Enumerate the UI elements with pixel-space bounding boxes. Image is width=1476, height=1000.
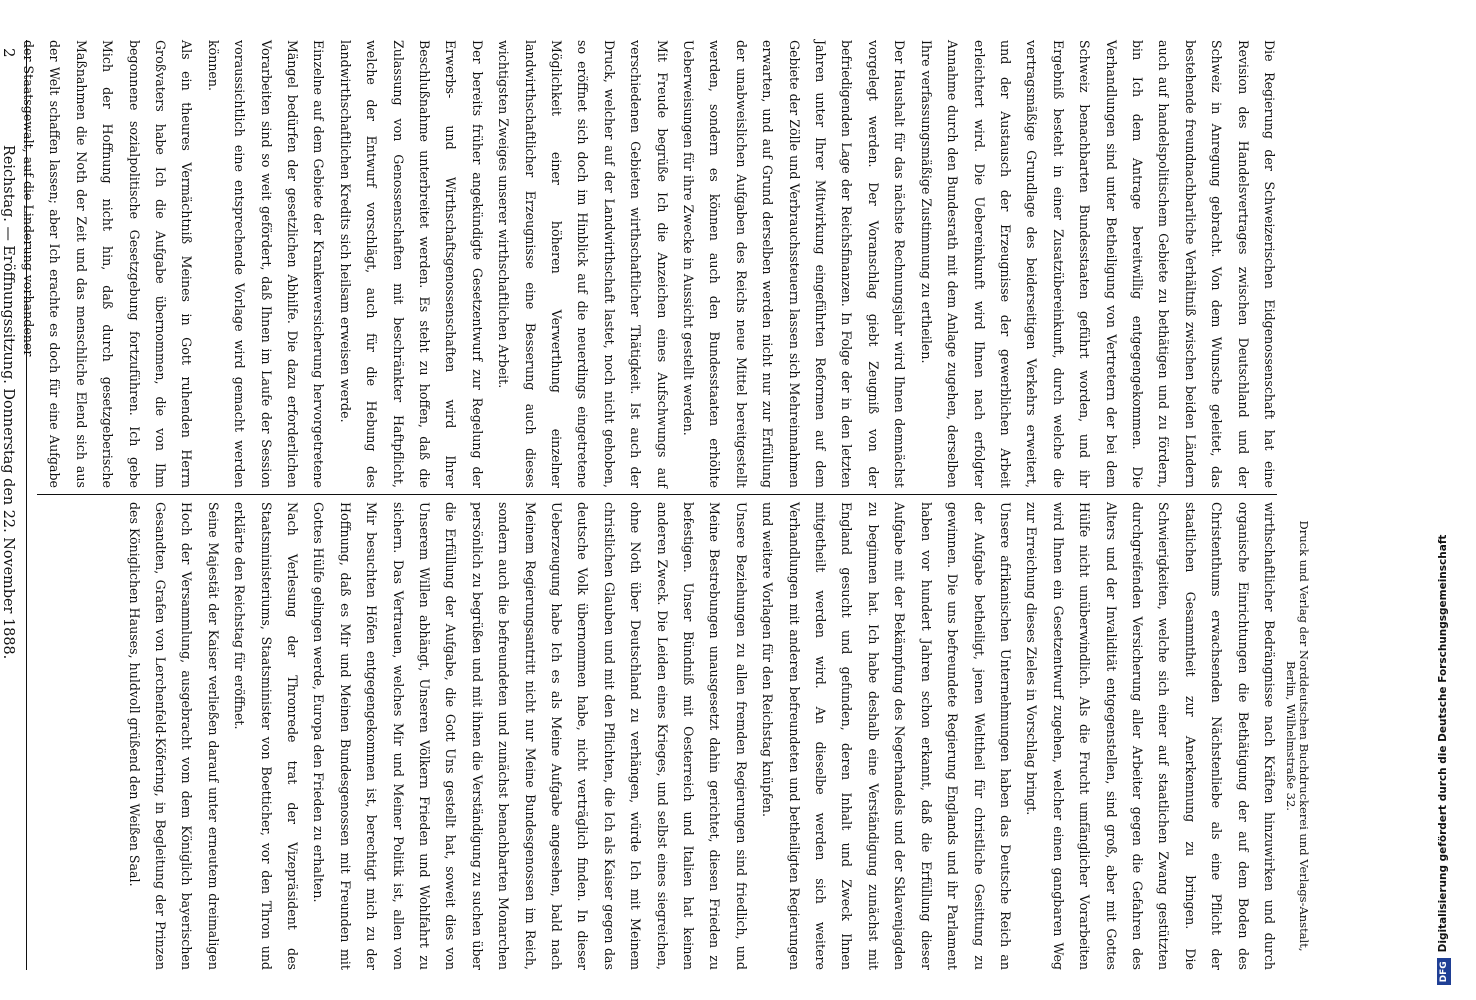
page-number: 2 [0, 48, 18, 58]
imprint [1284, 502, 1310, 970]
running-header: Reichstag. — Eröffnungssitzung. Donnerstag den 22. November 1888. [0, 145, 18, 660]
column-right: wirthschaftlicher Bedrängnisse nach Kräften hinzuwirken und durch organische Einrichtungen die Bethätigung der auf dem Boden des Christenthums erwachsenden Nächstenliebe als eine Pflicht der staatlichen Gesammtheit zur Anerkennung zu bringen. Die Schwierigkeiten, welche sich einer auf staatlichen Zwang gestützten durchgreifenden Versicherung aller Arbeiter gegen die Gefahren des Alters und der Invalidität entgegenstellen, sind groß, aber mit Gottes Hülfe nicht unüberwindlich. Als die Frucht umfänglicher Vorarbeiten wird Ihnen ein Gesetzentwurf zugehen, welcher einen gangbaren Weg zur Erreichung dieses Zieles in Vorschlag bringt. Unsere afrikanischen Unternehmungen haben das Deutsche Reich an der Aufgabe betheiligt, jenen Welttheil für christliche Gesittung zu gewinnen. Die uns befreundete Regierung Englands und ihr Parlament haben vor hundert Jahren schon erkannt, daß die Erfüllung dieser Aufgabe mit der Bekämpfung des Negerhandels und der Sklavenjagden zu beginnen hat. Ich habe deshalb eine Verständigung zunächst mit England gesucht und gefunden, deren Inhalt und Zweck Ihnen mitgetheilt werden wird. An dieselbe werden sich weitere Verhandlungen mit anderen befreundeten und betheiligten Regierungen und weitere Vorlagen für den Reichstag knüpfen. Unsere Beziehungen zu allen fremden Regierungen sind friedlich, und Meine Bestrebungen unausgesetzt dahin gerichtet, diesen Frieden zu befestigen. Unser Bündniß mit Oesterreich und Italien hat keinen anderen Zweck. Die Leiden eines Krieges, und selbst eines siegreichen, ohne Noth über Deutschland zu verhängen, würde Ich mit Meinem christlichen Glauben und mit den Pflichten, die Ich als Kaiser gegen das deutsche Volk übernommen habe, nicht verträglich finden. In dieser Ueberzeugung habe Ich es als Meine Aufgabe angesehen, bald nach Meinem Regierungsantritt nicht nur Meine Bundesgenossen im Reich, sondern auch die befreundeten und zunächst benachbarten Monarchen persönlich zu begrüßen und mit ihnen die Verständigung zu suchen über die Erfüllung der Aufgabe, die Gott Uns gestellt hat, soweit dies von Unserem Willen abhängt, Unseren Völkern Frieden und Wohlfahrt zu sichern. Das Vertrauen, welches Mir und Meiner Politik ist, allen von Mir besuchten Höfen entgegengekommen ist, berechtigt mich zu der Hoffnung, daß es Mir und Meinen Bundesgenossen mit Freunden mit Gottes Hülfe gelingen werde, Europa den Frieden zu erhalten. Nach Verlesung der Thronrede trat der Vizepräsident des Staatsministeriums, Staatsminister von Boetticher, vor den Thron und erklärte den Reichstag für eröffnet. Seine Majestät der Kaiser verließen darauf unter erneutem dreimaligen Hoch der Versammlung, ausgebracht vom dem Königlich bayerischen Gesandten, Grafen von Lerchenfeld-Köfering, in Begleitung der Prinzen des Königlichen Hauses, huldvoll grüßend den Weißen Saal. [126, 502, 1277, 970]
column-left: Die Regierung der Schweizerischen Eidgenossenschaft hat eine Revision des Handelsvertrages zwischen Deutschland und der Schweiz in Anregung gebracht. Von dem Wunsche geleitet, das bestehende freundnachbarliche Verhältniß zwischen beiden Ländern auch auf handelspolitischem Gebiete zu bethätigen und zu fördern, bin Ich dem Antrage bereitwillig entgegengekommen. Die Verhandlungen sind unter Betheiligung von Vertretern der bei dem Schweiz benachbarten Bundesstaaten geführt worden, und ihr Ergebniß besteht in einer Zusatzübereinkunft, durch welche die vertragsmäßige Grundlage des beiderseitigen Verkehrs erweitert, und der Austausch der Erzeugnisse der gewerblichen Arbeit erleichtert wird. Die Uebereinkunft wird Ihnen nach erfolgter Annahme durch den Bundesrath mit dem Anlage zugehen, derselben Ihre verfassungsmäßige Zustimmung zu ertheilen. Der Haushalt für das nächste Rechnungsjahr wird Ihnen demnächst vorgelegt werden. Der Voranschlag giebt Zeugniß von der befriedigenden Lage der Reichsfinanzen. In Folge der in den letzten Jahren unter Ihrer Mitwirkung eingeführten Reformen auf dem Gebiete der Zölle und Verbrauchssteuern lassen sich Mehreinnahmen erwarten, und auf Grund derselben werden nicht nur zur Erfüllung der unabweislichen Aufgaben des Reichs neue Mittel bereitgestellt werden, sondern es können auch den Bundesstaaten erhöhte Ueberweisungen für ihre Zwecke in Aussicht gestellt werden. Mit Freude begrüße Ich die Anzeichen eines Aufschwungs auf verschiedenen Gebieten wirthschaftlicher Thätigkeit. Ist auch der Druck, welcher auf der Landwirthschaft lastet, noch nicht gehoben, so eröffnet sich doch im Hinblick auf die neuerdings eingetretene Möglichkeit einer höheren Verwerthung einzelner landwirthschaftlicher Erzeugnisse eine Besserung auch dieses wichtigsten Zweiges unserer wirthschaftlichen Arbeit. Der bereits früher angekündigte Gesetzentwurf zur Regelung der Erwerbs- und Wirthschaftsgenossenschaften wird Ihrer Beschlußnahme unterbreitet werden. Es steht zu hoffen, daß die Zulassung von Genossenschaften mit beschränkter Haftpflicht, welche der Entwurf vorschlägt, auch für die Hebung des landwirthschaftlichen Kredits sich heilsam erweisen werde. Einzelne auf dem Gebiete der Krankenversicherung hervorgetretene Mängel bedürfen der gesetzlichen Abhilfe. Die dazu erforderlichen Vorarbeiten sind so weit gefördert, daß Ihnen im Laufe der Session voraussichtlich eine entsprechende Vorlage wird gemacht werden können. Als ein theures Vermächtniß Meines in Gott ruhenden Herrn Großvaters habe Ich die Aufgabe übernommen, die von Ihm begonnene sozialpolitische Gesetzgebung fortzuführen. Ich gebe Mich der Hoffnung nicht hin, daß durch gesetzgeberische Maßnahmen die Noth der Zeit und das menschliche Elend sich aus der Welt schaffen lassen; aber Ich erachte es doch für eine Aufgabe der Staatsgewalt, auf die Linderung vorhandener [20, 40, 1277, 488]
imprint-line-1: Druck und Verlag der Norddeutschen Buchdruckerei und Verlags-Anstalt, [1297, 520, 1311, 952]
digitization-credit [1410, 0, 1449, 1000]
dfg-logo-icon: DFG [1437, 958, 1451, 985]
credit-text: Digitalisierung gefördert durch die Deutsche Forschungsgemeinschaft [1437, 534, 1449, 953]
imprint-line-2: Berlin, Wilhelmstraße 32. [1284, 661, 1298, 811]
column-rule [37, 494, 1277, 495]
